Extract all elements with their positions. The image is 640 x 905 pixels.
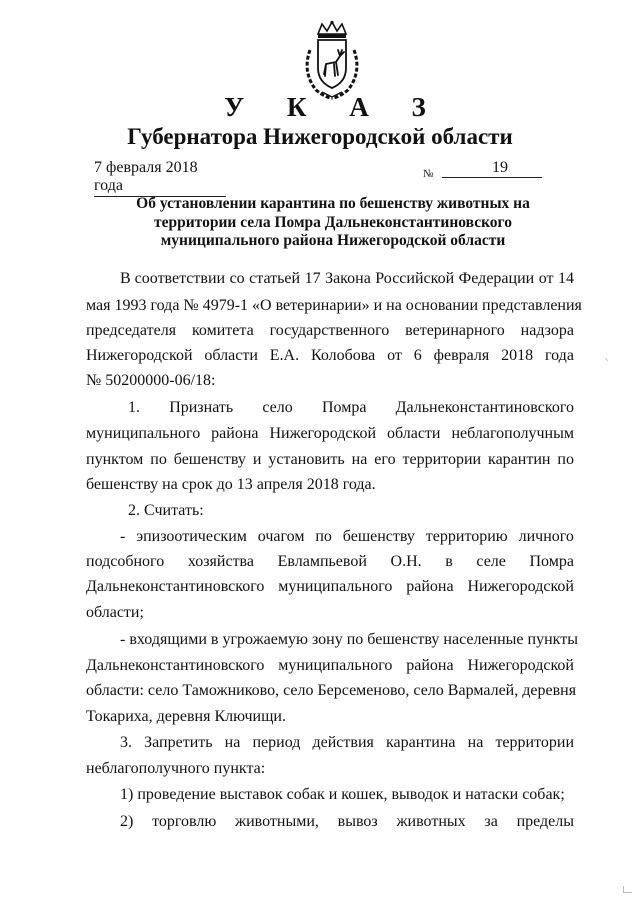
body-word: территорию: [425, 528, 508, 545]
body-text-line: [86, 578, 574, 596]
body-word: 6: [413, 347, 422, 364]
body-text-line: [86, 708, 574, 726]
body-word: муниципального: [278, 657, 393, 674]
body-word: Помра: [321, 399, 367, 416]
body-word: по: [315, 528, 332, 545]
body-word: -: [120, 528, 126, 545]
body-word: - входящими в угрожаемую зону по бешенству населенные пункты: [120, 631, 578, 648]
body-word: Дальнеконстантиновского: [395, 399, 574, 416]
body-word: 2): [120, 813, 134, 830]
body-text-line: [120, 270, 574, 288]
body-word: февраля: [433, 347, 490, 364]
body-word: эпизоотическим: [136, 528, 247, 545]
document-heading: [110, 195, 556, 251]
body-word: муниципального: [278, 578, 393, 595]
body-word: в: [445, 553, 453, 570]
body-word: района: [211, 425, 259, 442]
body-word: от: [538, 270, 554, 287]
body-text-line: [86, 451, 574, 469]
number-label: №: [423, 168, 434, 180]
body-word: Помра: [529, 553, 574, 570]
body-word: животными,: [235, 813, 319, 830]
body-word: 14: [557, 270, 574, 287]
body-word: мая 1993 года № 4979-1 «О ветеринарии» и на основании представления: [86, 297, 582, 314]
document-date: 7 февраля 2018 года: [94, 159, 226, 197]
body-text-line: [86, 682, 577, 700]
body-word: Признать: [169, 399, 234, 416]
coat-of-arms-icon: [296, 20, 368, 100]
body-word: 2018: [501, 347, 534, 364]
body-word: 17: [304, 270, 321, 287]
body-text-line: [86, 553, 574, 571]
body-word: на: [224, 734, 241, 751]
body-word: 1.: [128, 399, 140, 416]
body-text-line: [120, 813, 574, 831]
body-text-line: [128, 399, 574, 417]
body-text-line: [86, 425, 574, 443]
body-word: Запретить: [144, 734, 213, 751]
body-word: Нижегородской: [86, 347, 193, 364]
body-word: неблагополучного пункта:: [86, 760, 266, 777]
body-word: Нижегородской: [467, 657, 574, 674]
body-word: Нижегородской: [467, 578, 574, 595]
body-text-line: [86, 347, 574, 365]
body-word: территории: [495, 734, 574, 751]
body-word: Нижегородской: [269, 425, 377, 442]
body-word: области: село Таможниково, село Берсеменово, село Вармалей, деревня: [86, 682, 577, 699]
body-word: статьей: [249, 270, 301, 287]
document-number: 19: [442, 159, 542, 178]
body-word: подсобного: [86, 553, 165, 570]
body-word: личного: [518, 528, 574, 545]
body-word: области: [387, 425, 441, 442]
body-word: село: [262, 399, 293, 416]
body-word: торговлю: [152, 813, 217, 830]
body-word: муниципального: [86, 425, 201, 442]
body-word: действия: [312, 734, 374, 751]
body-word: 2. Считать:: [128, 502, 204, 519]
body-word: Российской: [375, 270, 455, 287]
body-word: его: [374, 451, 396, 468]
body-word: Федерации: [458, 270, 535, 287]
corner-mark: [623, 886, 632, 893]
body-word: государственного: [269, 322, 390, 339]
body-word: и: [252, 451, 262, 468]
body-text-line: [120, 786, 574, 804]
body-word: карантина: [386, 734, 456, 751]
body-word: Евлампьевой: [277, 553, 367, 570]
body-word: по: [557, 451, 574, 468]
body-word: Дальнеконстантиновского: [86, 657, 265, 674]
document-type-title: У К А З: [224, 92, 444, 122]
body-text-line: [120, 734, 574, 752]
body-word: на: [467, 734, 484, 751]
body-word: по: [150, 451, 167, 468]
body-word: очагом: [257, 528, 305, 545]
body-word: территории: [402, 451, 482, 468]
body-word: Токариха, деревня Ключищи.: [86, 708, 286, 725]
body-word: ветеринарного: [405, 322, 505, 339]
heading-line: муниципального района Нижегородской области: [160, 232, 506, 249]
body-word: за: [484, 813, 498, 830]
body-word: Колобова: [310, 347, 376, 364]
body-word: надзора: [520, 322, 574, 339]
body-word: области: [204, 347, 258, 364]
body-text-line: [86, 476, 574, 494]
body-word: от: [387, 347, 402, 364]
body-word: Е.А.: [269, 347, 300, 364]
body-word: В соответствии: [120, 270, 226, 287]
body-text-line: [86, 372, 574, 390]
margin-mark: ᵧ: [601, 352, 609, 362]
body-word: района: [406, 657, 454, 674]
body-word: животных: [396, 813, 466, 830]
body-word: № 50200000-06/18:: [86, 372, 216, 389]
body-word: пределы: [516, 813, 574, 830]
body-word: карантин: [488, 451, 551, 468]
body-text-line: [120, 631, 578, 649]
body-word: Дальнеконстантиновского: [86, 578, 265, 595]
body-word: хозяйства: [187, 553, 254, 570]
body-text-line: [86, 657, 574, 675]
body-word: 3.: [120, 734, 132, 751]
body-word: Закона: [325, 270, 371, 287]
body-word: О.Н.: [390, 553, 422, 570]
body-word: председателя: [86, 322, 177, 339]
body-word: бешенству: [173, 451, 246, 468]
body-word: 1) проведение выставок собак и кошек, выводок и натаски собак;: [120, 786, 565, 803]
body-word: комитета: [191, 322, 254, 339]
body-word: пунктом: [86, 451, 144, 468]
body-word: бешенству на срок до 13 апреля 2018 года.: [86, 476, 376, 493]
body-text-line: [128, 502, 574, 520]
body-word: бешенству: [342, 528, 415, 545]
body-word: области;: [86, 604, 144, 621]
body-text-line: [120, 528, 574, 546]
body-word: вывоз: [337, 813, 378, 830]
heading-line: Об установлении карантина по бешенству животных на: [136, 195, 530, 212]
body-word: селе: [476, 553, 506, 570]
body-word: на: [351, 451, 368, 468]
body-word: установить: [268, 451, 345, 468]
heading-line: территории села Помра Дальнеконстантиновского: [154, 213, 512, 231]
body-word: период: [252, 734, 301, 751]
body-text-line: [86, 604, 574, 622]
body-word: района: [406, 578, 454, 595]
issuer-title: Губернатора Нижегородской области: [127, 124, 513, 149]
body-word: со: [229, 270, 245, 287]
body-word: года: [544, 347, 574, 364]
body-text-line: [86, 297, 582, 315]
body-text-line: [86, 322, 574, 340]
body-word: неблагополучным: [451, 425, 574, 442]
body-text-line: [86, 760, 574, 778]
